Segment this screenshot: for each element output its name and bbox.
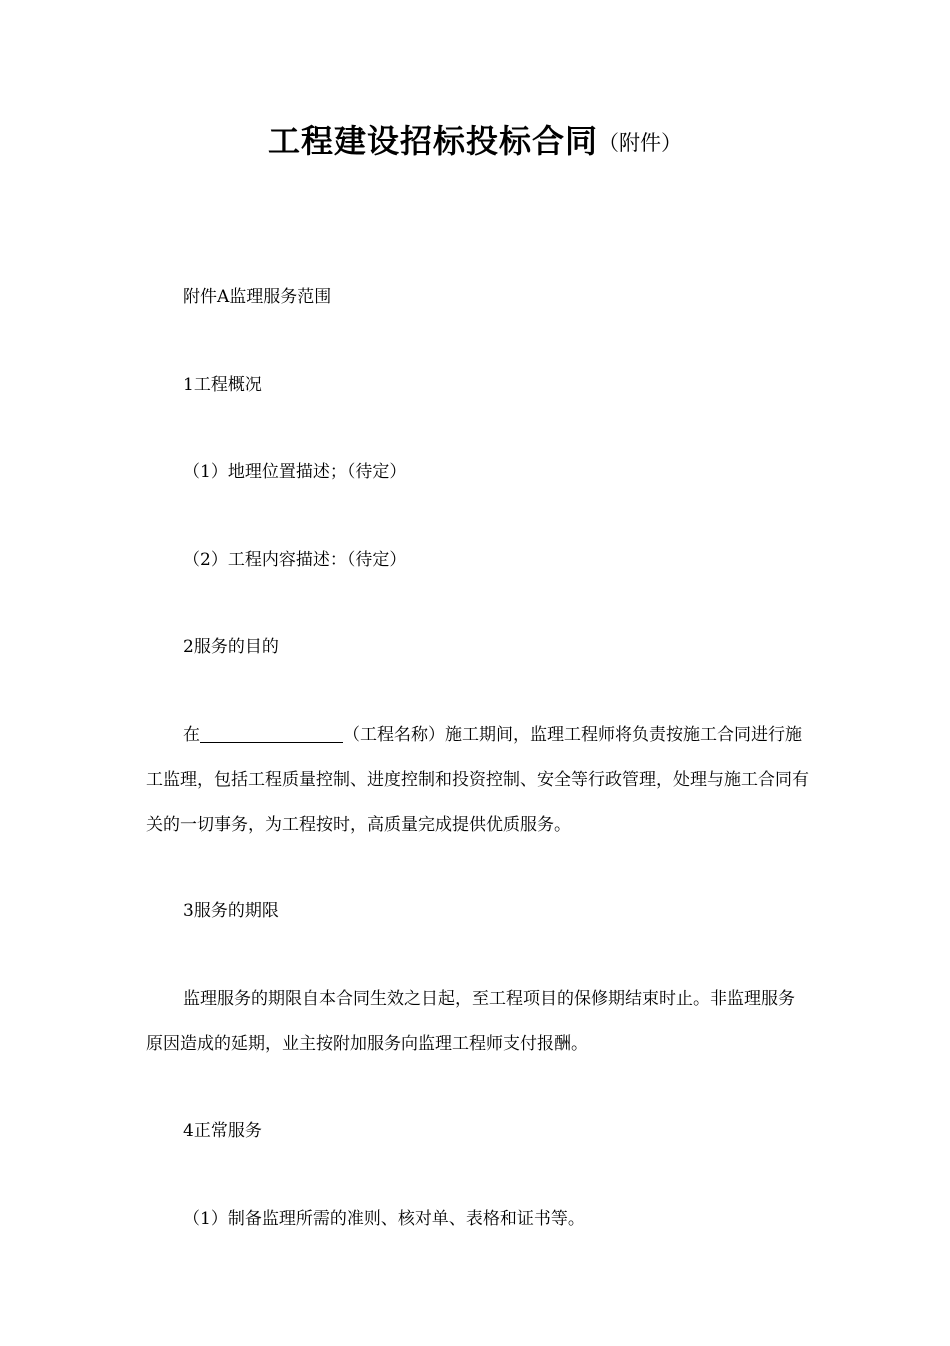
section4-item1: （1）制备监理所需的准则、核对单、表格和证书等。: [183, 1209, 585, 1229]
section2-para-body: （工程名称）施工期间，监理工程师将负责按施工合同进行施工监理，包括工程质量控制、进度控制和投资控制、安全等行政管理，处理与施工合同有关的一切事务，为工程按时，高质量完成提供优质服务。: [146, 725, 809, 835]
project-name-blank: [200, 724, 343, 743]
section2-paragraph: [146, 713, 810, 848]
title-suffix: （附件）: [598, 131, 682, 155]
section2-heading: 2服务的目的: [183, 637, 279, 657]
section2-para-prefix: 在: [183, 725, 200, 745]
document-title: [0, 116, 950, 162]
section1-heading: 1工程概况: [183, 375, 262, 395]
section1-item1: （1）地理位置描述；（待定）: [183, 462, 407, 482]
section3-heading: 3服务的期限: [183, 901, 279, 921]
title-main: 工程建设招标投标合同: [267, 122, 598, 160]
section4-heading: 4正常服务: [183, 1121, 262, 1141]
section1-item2: （2）工程内容描述：（待定）: [183, 550, 407, 570]
attachment-heading: 附件A监理服务范围: [183, 287, 332, 307]
section3-paragraph: 监理服务的期限自本合同生效之日起，至工程项目的保修期结束时止。非监理服务原因造成的延期，业主按附加服务向监理工程师支付报酬。: [146, 989, 795, 1054]
